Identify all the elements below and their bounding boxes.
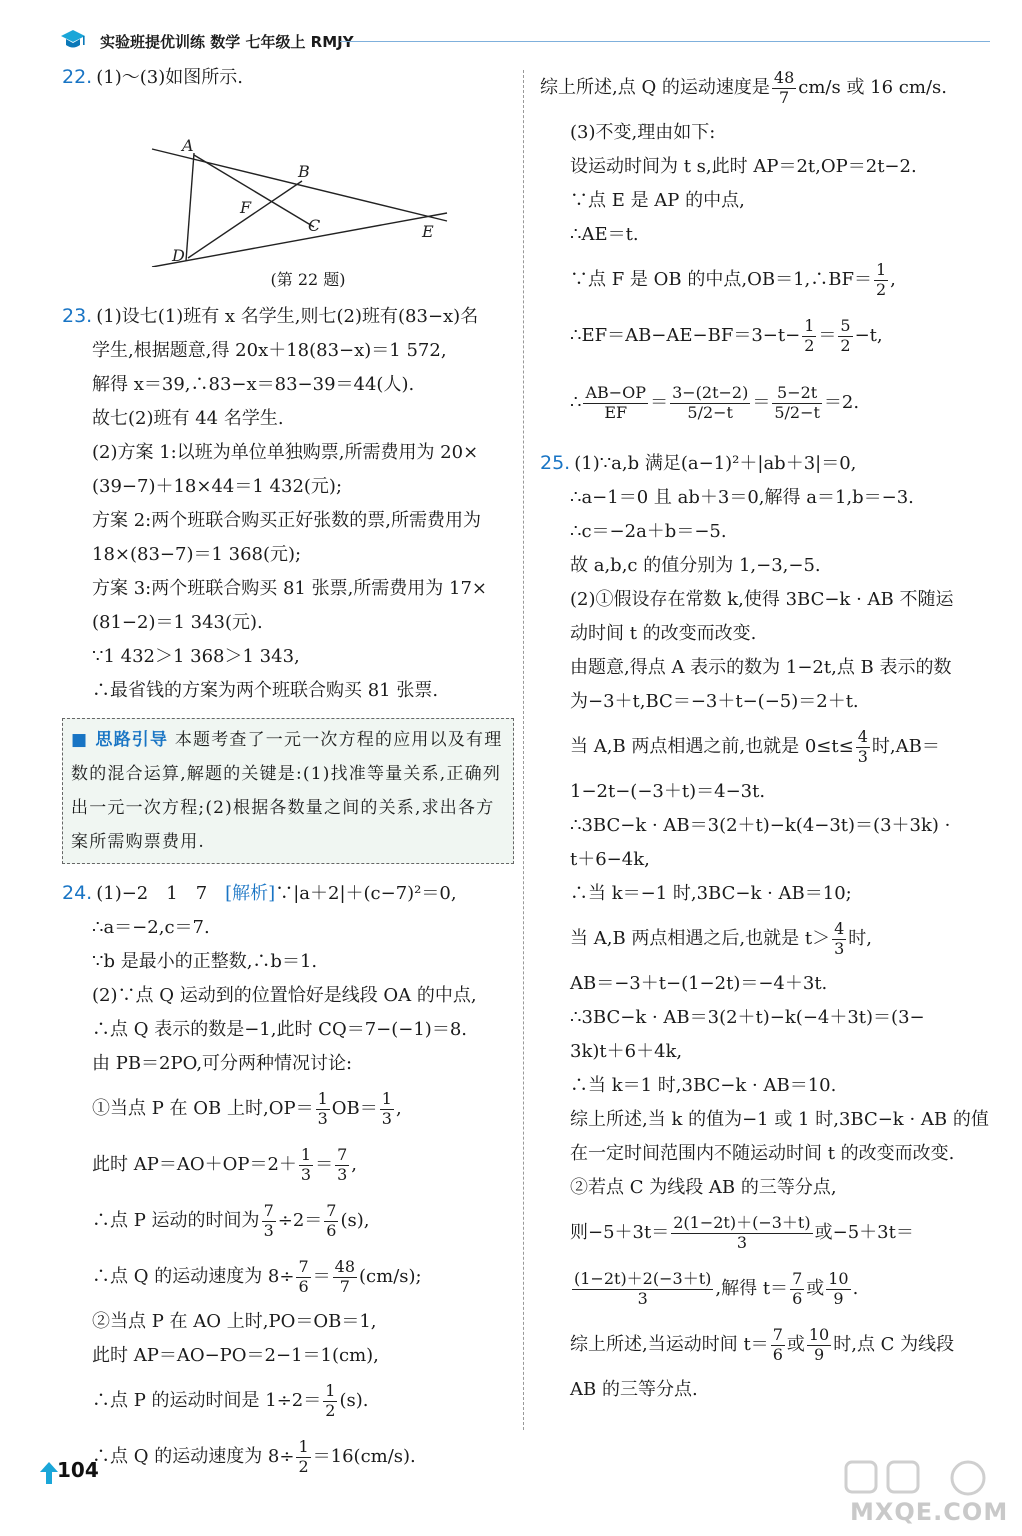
numerator: 1 [300,1145,312,1165]
txt: OB＝ [331,1098,378,1119]
q23-line-2: 学生,根据题意,得 20x＋18(83−x)＝1 572, [92,340,447,361]
page-number-badge [40,1458,100,1488]
numerator: 1 [298,1437,309,1457]
denominator: 9 [833,1288,844,1308]
q25-line-5: (2)①假设存在常数 k,使得 3BC−k · AB 不随运 [570,589,954,610]
page-header [60,26,990,56]
q24-r-line-2: (3)不变,理由如下: [570,122,716,143]
numerator: 7 [337,1145,348,1165]
txt: 此时 AP＝AO＋OP＝2＋ [92,1154,297,1175]
fraction [299,1146,313,1184]
q24-line-1 [62,876,514,911]
q23-number: 23. [62,305,93,327]
fraction [333,1258,357,1296]
txt: ∴点 Q 的运动速度为 8÷ [92,1266,295,1287]
denominator: 2 [298,1456,309,1476]
q24-r-line-6 [540,252,995,308]
denominator: 3 [736,1232,748,1252]
q25-line-17: 3k)t＋6＋4k, [570,1041,683,1062]
q24-line-4: (2)∵点 Q 运动到的位置恰好是线段 OA 的中点, [92,985,477,1006]
q25-line-13: ∴当 k＝−1 时,3BC−k · AB＝10; [570,883,852,904]
txt: (cm/s); [359,1266,422,1287]
txt: ＝ [818,325,837,346]
q25-line-8: 为−3＋t,BC＝−3＋t−(−5)＝2＋t. [570,691,859,712]
hint-box [62,718,514,864]
denominator: 6 [772,1344,783,1364]
fraction [772,69,796,107]
q25-line-4: 故 a,b,c 的值分别为 1,−3,−5. [570,555,821,576]
numerator: 1 [381,1089,392,1109]
txt: , [395,1098,402,1119]
watermark [838,1458,1008,1528]
fraction [826,1270,850,1308]
numerator: 3−(2t−2) [672,383,749,403]
txt: 或−5＋3t＝ [814,1222,914,1243]
q25-line-3: ∴c＝−2a＋b＝−5. [570,521,727,542]
numerator: 7 [792,1269,803,1289]
q24-text: ∵|a＋2|＋(c−7)²＝0, [275,883,457,904]
denominator: 2 [840,335,851,355]
q25-line-23 [540,1261,995,1317]
q24-line-3: ∵b 是最小的正整数,∴b＝1. [92,951,318,972]
q24-line-9 [62,1193,514,1249]
q23-line-4: 故七(2)班有 44 名学生. [92,408,284,429]
txt: ∴EF＝AB−AE−BF＝3−t− [570,325,801,346]
denominator: 7 [339,1276,350,1296]
txt: ÷2＝ [277,1210,323,1231]
q24-r-line-3: 设运动时间为 t s,此时 AP＝2t,OP＝2t−2. [570,156,917,177]
fraction [671,1214,812,1252]
txt: . [852,1278,859,1299]
q25-line-18: ∴当 k＝1 时,3BC−k · AB＝10. [570,1075,837,1096]
q25-line-25: AB 的三等分点. [570,1379,698,1400]
numerator: 7 [298,1257,309,1277]
q25-line-11: ∴3BC−k · AB＝3(2＋t)−k(4−3t)＝(3＋3k) · [570,815,951,836]
q22-text: (1)～(3)如图所示. [96,67,243,88]
q25-line-19: 综上所述,当 k 的值为−1 或 1 时,3BC−k · AB 的值 [570,1109,989,1130]
numerator: 4 [834,919,845,939]
denominator: 3 [317,1108,328,1128]
q25-line-7: 由题意,得点 A 表示的数为 1−2t,点 B 表示的数 [570,657,952,678]
numerator: 10 [828,1269,849,1289]
txt: 时, [848,928,872,949]
txt: 或 [786,1334,805,1355]
label-B: B [298,162,310,181]
numerator: 1 [325,1381,336,1401]
q24-r-line-7 [540,308,995,364]
q23-line-7: 方案 2:两个班联合购买正好张数的票,所需费用为 [92,510,481,531]
txt: 综上所述,点 Q 的运动速度是 [540,77,770,98]
denominator: EF [604,402,628,422]
txt: 时,AB＝ [871,736,940,757]
q23-line-12: ∴最省钱的方案为两个班联合购买 81 张票. [92,680,439,701]
q25-line-6: 动时间 t 的改变而改变. [570,623,757,644]
q23-text: (1)设七(1)班有 x 名学生,则七(2)班有(83−x)名 [96,306,479,327]
numerator: AB−OP [585,383,647,403]
denominator: 3 [300,1164,312,1184]
denominator: 2 [804,335,815,355]
label-D: D [172,246,185,265]
q23-line-11: ∵1 432＞1 368＞1 343, [92,646,300,667]
q23-line-6: (39−7)＋18×44＝1 432(元); [92,476,343,497]
q24-line-5: ∴点 Q 表示的数是−1,此时 CQ＝7−(−1)＝8. [92,1019,467,1040]
txt: ∴点 Q 的运动速度为 8÷ [92,1446,295,1467]
denominator: 3 [857,746,868,766]
txt: ＝ [312,1266,331,1287]
denominator: 3 [834,938,845,958]
analysis-tag: [解析] [225,883,276,904]
fraction [323,1382,337,1420]
q23-line-3: 解得 x＝39,∴83−x＝83−39＝44(人). [92,374,415,395]
q24-line-8 [62,1137,514,1193]
q22-figure [62,95,514,267]
label-E: E [422,222,434,241]
txt: −t, [854,325,883,346]
txt: cm/s 或 16 cm/s. [798,77,947,98]
q24-line-13 [62,1373,514,1429]
txt: ＝16(cm/s). [312,1446,416,1467]
denominator: 6 [326,1220,337,1240]
q24-line-14 [62,1429,514,1485]
txt: ∴点 P 运动的时间为 [92,1210,260,1231]
txt: ＝ [752,392,771,413]
numerator: 7 [326,1201,337,1221]
denominator: 7 [779,87,790,107]
fraction [874,261,888,299]
q24-r-line-4: ∵点 E 是 AP 的中点, [570,190,745,211]
fraction [316,1090,330,1128]
q23-line-5: (2)方案 1:以班为单位单独购票,所需费用为 20× [92,442,479,463]
q25-line-22 [540,1205,995,1261]
q23-line-10: (81−2)＝1 343(元). [92,612,263,633]
numerator: 7 [263,1201,274,1221]
fraction [380,1090,394,1128]
geometry-diagram [142,95,462,267]
denominator: 3 [337,1164,348,1184]
txt: (s), [340,1210,370,1231]
q25-line-14 [540,911,995,967]
q25-line-16: ∴3BC−k · AB＝3(2＋t)−k(−4＋3t)＝(3− [570,1007,925,1028]
txt: 当 A,B 两点相遇之后,也就是 t＞ [570,928,831,949]
header-rule [340,41,990,42]
q25-line-24 [540,1317,995,1373]
txt: 时,点 C 为线段 [833,1334,955,1355]
numerator: 1 [875,260,887,280]
denominator: 5/2−t [687,402,733,422]
watermark-logo-icon [838,1458,1008,1498]
txt: ∵点 F 是 OB 的中点,OB＝1,∴BF＝ [570,269,872,290]
denominator: 3 [381,1108,392,1128]
q25-line-21: ②若点 C 为线段 AB 的三等分点, [570,1177,837,1198]
fraction [262,1202,276,1240]
numerator: 2(1−2t)＋(−3＋t) [673,1213,811,1233]
label-A: A [182,136,194,155]
q23-line-9: 方案 3:两个班联合购买 81 张票,所需费用为 17× [92,578,488,599]
numerator: 1 [804,316,815,336]
arrow-up-icon [40,1462,58,1484]
q23-line-8: 18×(83−7)＝1 368(元); [92,544,302,565]
label-C: C [308,216,321,235]
denominator: 2 [325,1400,336,1420]
hint-label: 思路引导 [95,730,169,750]
left-column [62,60,514,1485]
q24-line-10 [62,1249,514,1305]
fraction [807,1326,831,1364]
fraction [296,1438,310,1476]
q24-line-7 [62,1081,514,1137]
q24-line-6: 由 PB＝2PO,可分两种情况讨论: [92,1053,353,1074]
fraction [296,1258,310,1296]
book-title: 实验班提优训练 数学 七年级上 RMJY [100,33,354,51]
q22-number: 22. [62,66,93,88]
fraction [670,384,750,422]
q25-text: (1)∵a,b 满足(a−1)²＋|ab＋3|＝0, [574,453,857,474]
q25-line-10: 1−2t−(−3＋t)＝4−3t. [570,781,766,802]
denominator: 3 [637,1288,648,1308]
q24-line-11: ②当点 P 在 AO 上时,PO＝OB＝1, [92,1311,377,1332]
txt: 则−5＋3t＝ [570,1222,670,1243]
numerator: 7 [772,1325,783,1345]
q24-number: 24. [62,882,93,904]
denominator: 9 [813,1344,825,1364]
q24-r-line-1 [540,60,995,116]
q25-line-2: ∴a−1＝0 且 ab＋3＝0,解得 a＝1,b＝−3. [570,487,914,508]
txt: , [351,1154,358,1175]
numerator: 48 [773,68,795,88]
figure-caption: (第 22 题) [270,270,346,289]
graduation-cap-icon [60,28,86,52]
fraction [790,1270,804,1308]
numerator: 10 [808,1325,830,1345]
denominator: 6 [298,1276,309,1296]
txt: 或 [806,1278,825,1299]
q24-r-line-8 [540,364,995,442]
q25-line-20: 在一定时间范围内不随运动时间 t 的改变而改变. [570,1143,955,1164]
q24-line-12: 此时 AP＝AO−PO＝2−1＝1(cm), [92,1345,379,1366]
fraction [572,1270,713,1308]
fraction [771,1326,785,1364]
hint-tag: ■ 思路引导 [71,730,169,750]
txt: 综上所述,当运动时间 t＝ [570,1334,769,1355]
fraction [772,384,822,422]
txt: , [890,269,896,290]
denominator: 6 [792,1288,803,1308]
txt: ①当点 P 在 OB 上时,OP＝ [92,1098,314,1119]
right-column [540,60,995,1407]
txt: ,解得 t＝ [715,1278,789,1299]
fraction [802,317,816,355]
numerator: 48 [334,1257,356,1277]
txt: ＝ [650,392,669,413]
q25-line-12: t＋6−4k, [570,849,650,870]
txt: ＝ [315,1154,334,1175]
fraction [335,1146,349,1184]
denominator: 3 [263,1220,274,1240]
q24-line-2: ∴a＝−2,c＝7. [92,917,210,938]
txt: ∴ [570,392,582,413]
watermark-url: MXQE.COM [850,1498,1009,1526]
q25-number: 25. [540,452,571,474]
fraction [832,920,846,958]
numerator: 5 [840,316,851,336]
label-F: F [240,198,252,217]
q24-r-line-5: ∴AE＝t. [570,224,639,245]
fraction [583,384,648,422]
q24-answers: (1)−2 1 7 [96,883,226,904]
numerator: 5−2t [772,384,822,403]
q25-line-1 [540,446,995,481]
denominator: 5/2−t [774,402,820,422]
fraction [838,317,852,355]
txt: (s). [339,1390,369,1411]
fraction [324,1202,338,1240]
fraction [856,728,870,766]
txt: ＝2. [823,392,860,413]
q25-line-15: AB＝−3＋t−(1−2t)＝−4＋3t. [570,973,828,994]
numerator: 4 [857,727,868,747]
q25-line-9 [540,719,995,775]
txt: 当 A,B 两点相遇之前,也就是 0≤t≤ [570,736,854,757]
column-divider [523,70,524,1430]
q22-line [62,60,514,95]
q23-line-1 [62,299,514,334]
denominator: 2 [875,279,887,299]
page-number: 104 [57,1458,99,1482]
hint-text: 本题考查了一元一次方程的应用以及有理数的混合运算,解题的关键是:(1)找准等量关系,正确列出一元一次方程;(2)根据各数量之间的关系,求出各方案所需购票费用. [71,730,503,852]
numerator: (1−2t)＋2(−3＋t) [574,1269,712,1289]
txt: ∴点 P 的运动时间是 1÷2＝ [92,1390,322,1411]
numerator: 1 [317,1089,328,1109]
